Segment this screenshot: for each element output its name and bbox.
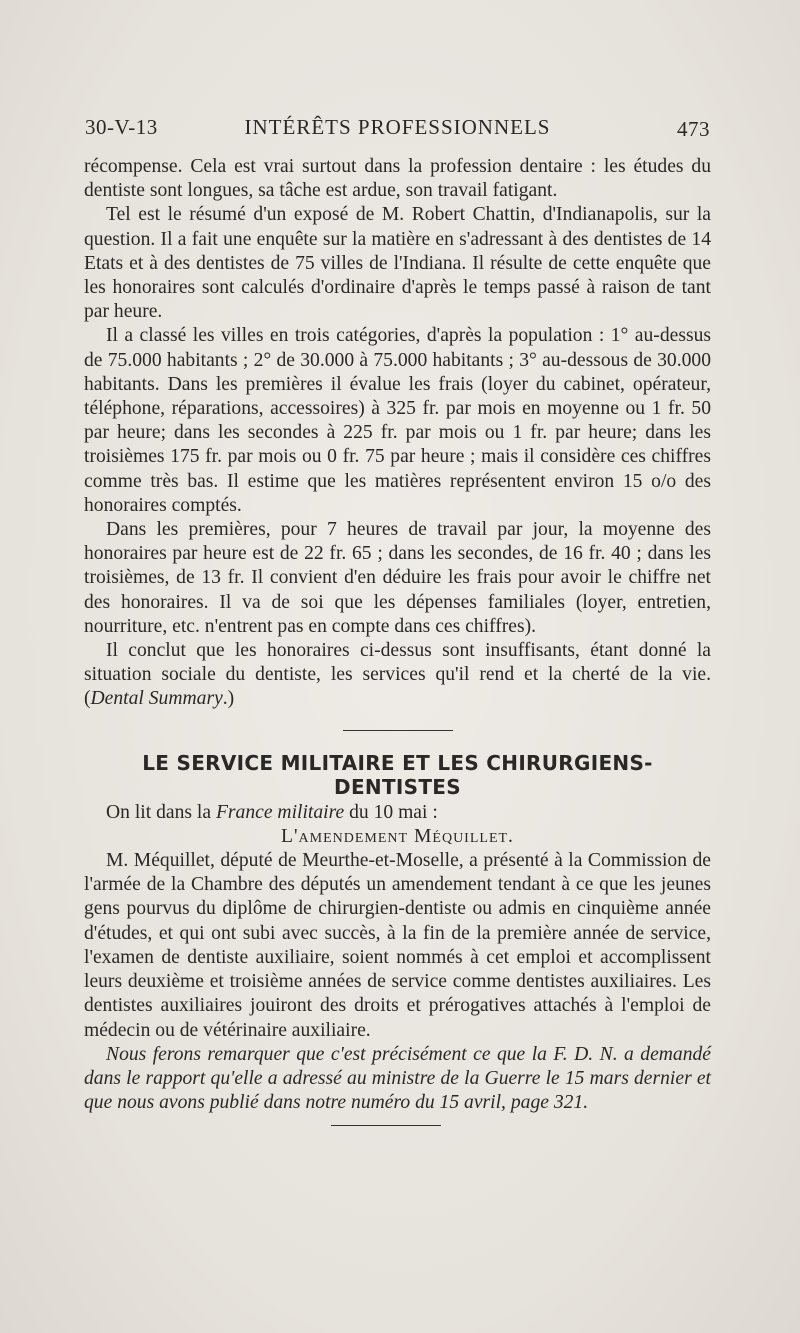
body-text	[84, 155, 711, 1126]
section-title-line2: DENTISTES	[334, 774, 461, 799]
intro-source: France militaire	[215, 801, 345, 823]
conclusion-text: Il conclut que les honoraires ci-dessus sont insuffisants, étant donné la situation sociale du dentiste, les services qu'il rend et la cherté de la vie. (	[84, 640, 711, 710]
header-date: 30-V-13	[85, 115, 158, 139]
intro-after: du 10 mai :	[344, 801, 438, 823]
conclusion-end: .)	[222, 688, 235, 710]
paragraph: Tel est le résumé d'un exposé de M. Robert Chattin, d'Indianapolis, sur la question. Il a fait une enquête sur la matière en s'adressant à des dentistes de 14 Etats et à des dentistes de 75 villes de l'Indiana. Il résulte de cette enquête que les honoraires sont calculés d'ordinaire d'après le temps passé à raison de tant par heure.	[84, 204, 711, 323]
conclusion-paragraph	[84, 639, 711, 712]
section-intro	[84, 801, 711, 825]
end-divider	[331, 1125, 441, 1126]
subheading: L'amendement Méquillet.	[281, 825, 514, 847]
paragraph: récompense. Cela est vrai surtout dans la profession dentaire : les études du dentiste sont longues, sa tâche est ardue, son travail fatigant.	[84, 156, 711, 202]
header-title: INTÉRÊTS PROFESSIONNELS	[244, 115, 551, 139]
paragraph: Il a classé les villes en trois catégories, d'après la population : 1° au-dessus de 75.000 habitants ; 2° de 30.000 à 75.000 habitants ; 3° au-dessous de 30.000 habitants. Dans les premières il évalue les frais (loyer du cabinet, opérateur, téléphone, réparations, accessoires) à 325 fr. par mois en moyenne ou 1 fr. 50 par heure; dans les secondes à 225 fr. par mois ou 1 fr. par heure; dans les troisièmes 175 fr. par mois ou 0 fr. 75 par heure ; mais il considère ces chiffres comme très bas. Il estime que les matières représentent environ 15 o/o des honoraires comptés.	[84, 325, 711, 516]
running-header	[85, 115, 710, 145]
intro-before: On lit dans la	[106, 801, 216, 823]
section-divider	[343, 730, 453, 731]
paragraph: Dans les premières, pour 7 heures de travail par jour, la moyenne des honoraires par heure est de 22 fr. 65 ; dans les secondes, de 16 fr. 40 ; dans les troisièmes, de 13 fr. Il convient d'en déduire les frais pour avoir le chiffre net des honoraires. Il va de soi que les dépenses familiales (loyer, entretien, nourriture, etc. n'entrent pas en compte dans ces chiffres).	[84, 519, 711, 637]
section-title	[84, 751, 711, 799]
section-body: M. Méquillet, député de Meurthe-et-Moselle, a présenté à la Commission de l'armée de la Chambre des députés un amendement tendant à ce que les jeunes gens pourvus du diplôme de chirurgien-dentiste ou admis en cinquième année d'études, et qui ont subi avec succès, à la fin de la première année de service, l'examen de dentiste auxiliaire, soient nommés à cet emploi et accomplissent leurs deuxième et troisième années de service comme dentistes auxiliaires. Les dentistes auxiliaires jouiront des droits et prérogatives attachés à l'emploi de médecin ou de vétérinaire auxiliaire.	[84, 850, 711, 1041]
editorial-note: Nous ferons remarquer que c'est précisément ce que la F. D. N. a demandé dans le rapport qu'elle a adressé au ministre de la Guerre le 15 mars dernier et que nous avons publié dans notre numéro du 15 avril, page 321.	[84, 1043, 711, 1114]
section-title-line1: LE SERVICE MILITAIRE ET LES CHIRURGIENS-	[142, 750, 653, 775]
source-citation: Dental Summary	[90, 688, 223, 710]
page-number: 473	[677, 117, 710, 141]
